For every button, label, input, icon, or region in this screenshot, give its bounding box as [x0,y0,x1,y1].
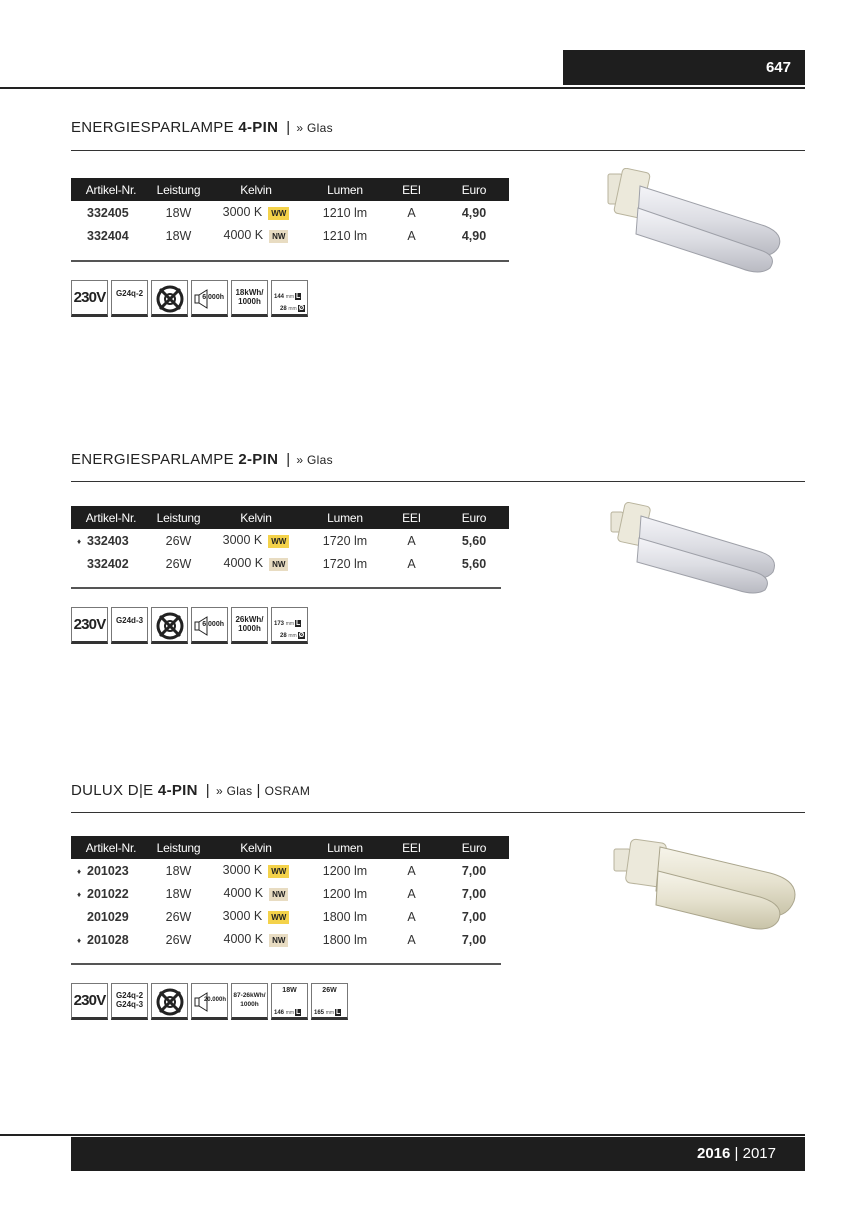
kwh-line1: 18kWh/ [235,288,264,297]
diameter-unit: mm [288,306,297,312]
power: 18W [165,205,192,220]
kelvin [206,552,306,575]
col-header-artikel: Artikel-Nr. [85,510,137,525]
price: 5,60 [461,533,487,548]
price: 5,60 [461,556,487,571]
kelvin [206,928,306,951]
col-header-kelvin: Kelvin [240,510,272,525]
col-header-euro: Euro [461,840,487,855]
table-bottom-rule [71,587,501,589]
socket-icon [111,607,148,644]
section-title [71,119,333,136]
length-unit: mm [285,621,295,627]
lumen: 1200 lm [322,863,368,878]
kwh-line2: 1000h [238,624,261,633]
col-header-lumen: Lumen [327,510,363,525]
length-row [274,1009,301,1016]
voltage-icon: 230V [71,280,108,317]
dimensions-icon-18w [271,983,308,1020]
diameter-unit: mm [288,633,297,639]
ww-badge: WW [268,865,289,878]
top-rule [0,87,805,89]
ww-badge: WW [268,207,289,220]
voltage-icon: 230V [71,983,108,1020]
col-header-lumen: Lumen [327,840,363,855]
energy-consumption-icon [231,983,268,1020]
dimensions-icon [271,607,308,644]
eei: A [407,932,416,947]
power: 18W [165,228,192,243]
kelvin [206,224,306,247]
eei: A [407,863,416,878]
footer-bar [71,1137,805,1171]
article-value: 201023 [87,863,129,878]
table-header-row [71,178,509,201]
year-divider: | [734,1145,739,1162]
length-row [314,1009,341,1016]
spec-icons [71,280,308,317]
col-header-artikel: Artikel-Nr. [85,840,137,855]
length-symbol: L [296,293,301,300]
kelvin-value: 4000 K [223,556,264,571]
article-value: 201028 [87,932,129,947]
catalog-year [697,1145,776,1162]
lifetime-icon [191,983,228,1020]
socket-icon [111,280,148,317]
length-row [274,620,301,627]
table-row [71,859,509,882]
lumen: 1800 lm [322,909,368,924]
table-header-row [71,506,509,529]
lifetime-icon [191,607,228,644]
col-header-eei: EEI [402,182,421,197]
table-row [71,882,509,905]
price: 7,00 [461,863,487,878]
article-number [71,529,151,552]
socket-label: G24q-2 [115,289,144,298]
kwh-line1: 26kWh/ [235,615,264,624]
col-header-artikel: Artikel-Nr. [85,182,137,197]
marker: ♦ [77,935,82,945]
table-row [71,928,509,951]
lamp-image-4pin [600,168,790,278]
lumen: 1720 lm [322,533,368,548]
article-value: 201022 [87,886,129,901]
col-header-leistung: Leistung [156,182,201,197]
size-watt: 18W [282,987,297,994]
page-number: 647 [765,59,791,76]
eei: A [407,533,416,548]
col-header-leistung: Leistung [156,840,201,855]
kelvin-value: 3000 K [222,909,263,924]
length-unit: mm [325,1010,335,1016]
voltage-icon: 230V [71,607,108,644]
title-separator-2: | [256,782,261,799]
lifetime-label: 6.000h [202,294,224,301]
price: 7,00 [461,909,487,924]
table-row [71,529,509,552]
lifetime-icon [191,280,228,317]
lamp-image-2pin [605,500,785,600]
nw-badge: NW [269,888,288,901]
table-bottom-rule [71,260,509,262]
price: 7,00 [461,886,487,901]
col-header-eei: EEI [402,840,421,855]
dimensions-icon-26w [311,983,348,1020]
length-value: 165 [314,1010,325,1016]
not-dimmable-icon [151,983,188,1020]
title-bold: 4-PIN [238,119,279,136]
lumen: 1800 lm [322,932,368,947]
article-number [71,859,151,882]
power: 18W [165,863,192,878]
kelvin [206,905,306,928]
section-rule [71,812,805,813]
kelvin-value: 4000 K [223,932,264,947]
length-row [274,293,301,300]
article-value: 332403 [87,533,129,548]
kelvin-value: 3000 K [222,863,263,878]
power: 26W [165,909,192,924]
brand-name: OSRAM [264,784,311,798]
year-current: 2016 [697,1145,731,1162]
energy-consumption-icon [231,280,268,317]
diameter-value: 28 [280,306,287,312]
article-value: 332405 [87,205,129,220]
length-value: 173 [274,621,285,627]
socket-icon [111,983,148,1020]
nw-badge: NW [269,558,288,571]
eei: A [407,886,416,901]
length-value: 146 [274,1010,285,1016]
not-dimmable-icon [151,607,188,644]
product-table [71,836,509,951]
marker: ♦ [77,536,82,546]
kelvin [206,859,306,882]
diameter-value: 28 [280,633,287,639]
col-header-lumen: Lumen [327,182,363,197]
diameter-row [280,632,305,639]
article-value: 332404 [87,228,129,243]
eei: A [407,205,416,220]
price: 4,90 [461,228,487,243]
socket-label: G24d-3 [115,616,144,625]
kwh-line2: 1000h [240,1001,259,1008]
price: 4,90 [461,205,487,220]
title-separator: | [205,782,210,799]
kelvin-value: 4000 K [223,228,264,243]
title-text: DULUX D|E [71,782,158,799]
size-watt: 26W [322,987,337,994]
length-unit: mm [285,294,295,300]
kelvin [206,529,306,552]
eei: A [407,556,416,571]
article-number [71,905,151,928]
table-bottom-rule [71,963,501,965]
title-subtitle: » Glas [296,121,333,135]
article-number [71,552,151,575]
year-next: 2017 [742,1145,776,1162]
kelvin-value: 4000 K [223,886,264,901]
title-subtitle: » Glas [296,453,333,467]
power: 18W [165,886,192,901]
section-rule [71,150,805,151]
dimensions-icon [271,280,308,317]
section-title [71,451,333,468]
article-number [71,882,151,905]
diameter-symbol: Ø [298,632,305,639]
kelvin [206,882,306,905]
article-value: 201029 [87,909,129,924]
kwh-line2: 1000h [238,297,261,306]
lifetime-label: 6.000h [202,621,224,628]
length-value: 144 [274,294,285,300]
article-value: 332402 [87,556,129,571]
product-table [71,178,509,247]
table-row [71,224,509,247]
lamp-image-dulux [610,835,800,935]
energy-consumption-icon [231,607,268,644]
product-table [71,506,509,575]
lumen: 1720 lm [322,556,368,571]
lumen: 1200 lm [322,886,368,901]
diameter-symbol: Ø [298,305,305,312]
title-bold: 4-PIN [157,782,198,799]
diameter-row [280,305,305,312]
power: 26W [165,932,192,947]
article-number [71,224,151,247]
marker: ♦ [77,866,82,876]
kelvin [206,201,306,224]
ww-badge: WW [268,535,289,548]
title-bold: 2-PIN [238,451,279,468]
section-rule [71,481,805,482]
spec-icons [71,607,308,644]
table-row [71,905,509,928]
marker: ♦ [77,889,82,899]
title-text: ENERGIESPARLAMPE [71,119,239,136]
power: 26W [165,556,192,571]
length-symbol: L [296,620,301,627]
length-symbol: L [296,1009,301,1016]
page-number-bar [563,50,805,85]
lumen: 1210 lm [322,205,368,220]
nw-badge: NW [269,934,288,947]
article-number [71,201,151,224]
col-header-kelvin: Kelvin [240,840,272,855]
ww-badge: WW [268,911,289,924]
not-dimmable-icon [151,280,188,317]
col-header-euro: Euro [461,182,487,197]
title-separator: | [286,451,291,468]
kelvin-value: 3000 K [222,533,263,548]
lumen: 1210 lm [322,228,368,243]
col-header-euro: Euro [461,510,487,525]
length-unit: mm [285,1010,295,1016]
price: 7,00 [461,932,487,947]
title-subtitle: » Glas [215,784,253,798]
nw-badge: NW [269,230,288,243]
socket-label-2: G24q-3 [115,1000,144,1009]
title-separator: | [286,119,291,136]
length-symbol: L [336,1009,341,1016]
table-row [71,201,509,224]
eei: A [407,909,416,924]
col-header-eei: EEI [402,510,421,525]
table-header-row [71,836,509,859]
power: 26W [165,533,192,548]
table-row [71,552,509,575]
lifetime-label: 20.000h [203,997,226,1003]
socket-label: G24q-2 [115,991,144,1000]
kelvin-value: 3000 K [222,205,263,220]
title-text: ENERGIESPARLAMPE [71,451,239,468]
col-header-kelvin: Kelvin [240,182,272,197]
col-header-leistung: Leistung [156,510,201,525]
article-number [71,928,151,951]
kwh-line1: 87-26kWh/ [233,992,266,999]
section-title [71,782,310,799]
spec-icons [71,983,348,1020]
bottom-rule [0,1134,805,1136]
eei: A [407,228,416,243]
